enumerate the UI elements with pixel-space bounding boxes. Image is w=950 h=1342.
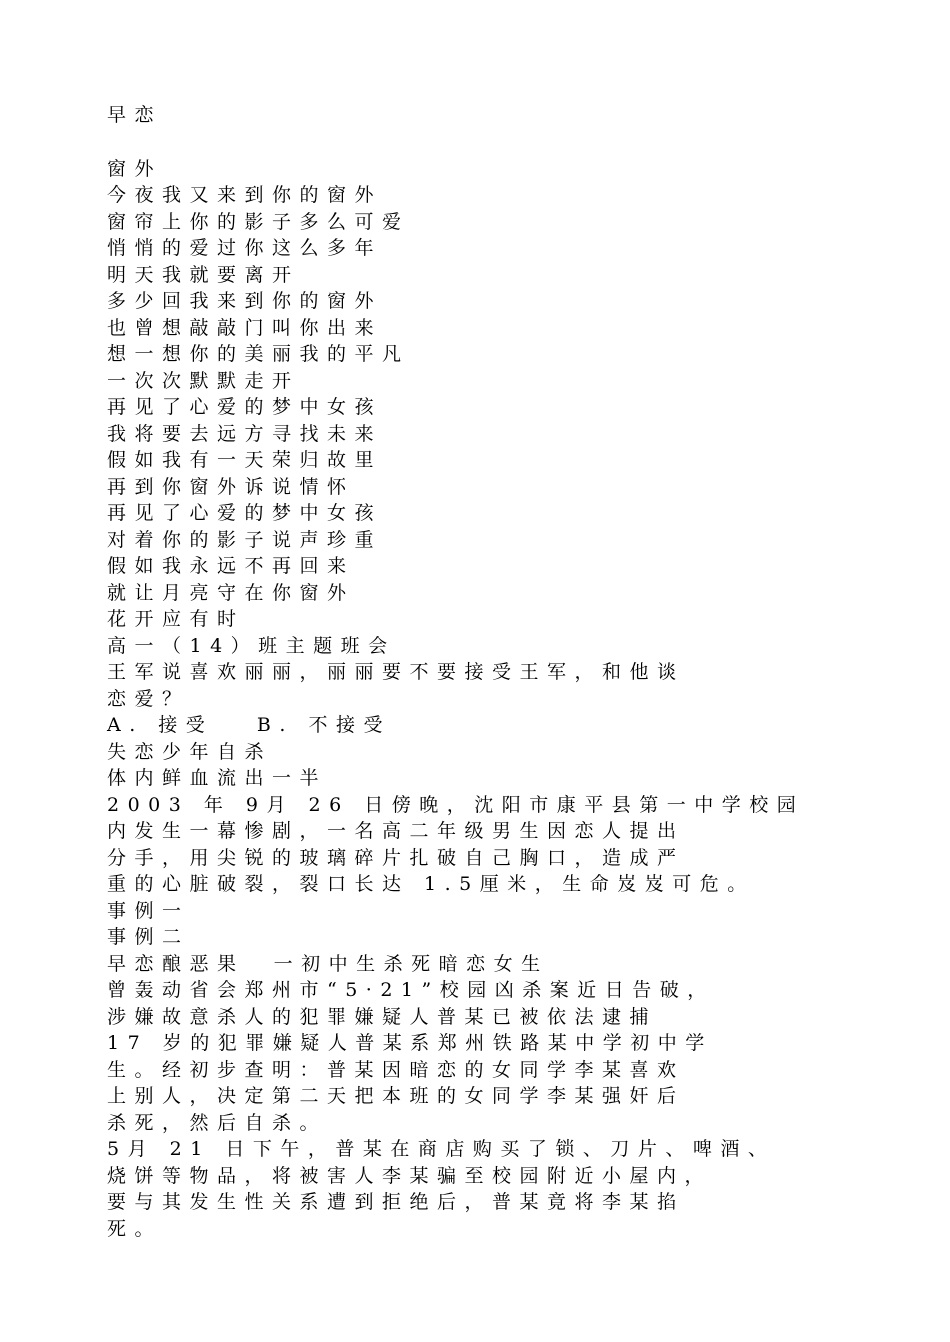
case-body-line: 分手，用尖锐的玻璃碎片扎破自己胸口，造成严 bbox=[107, 847, 685, 869]
case-body-line: 生。经初步查明：普某因暗恋的女同学李某喜欢 bbox=[107, 1059, 685, 1081]
question-line: 恋爱？ bbox=[107, 688, 190, 710]
poem-line: 今夜我又来到你的窗外 bbox=[107, 184, 383, 206]
case-headline: 失恋少年自杀 bbox=[107, 741, 273, 763]
question-line: 王军说喜欢丽丽，丽丽要不要接受王军，和他谈 bbox=[107, 661, 685, 683]
poem-line: 我将要去远方寻找未来 bbox=[107, 423, 383, 445]
poem-line: 假如我永远不再回来 bbox=[107, 555, 355, 577]
answer-options: A. 接受 B. 不接受 bbox=[107, 714, 391, 736]
poem-line: 再到你窗外诉说情怀 bbox=[107, 476, 355, 498]
case-body-line: 死。 bbox=[107, 1218, 163, 1240]
poem-title: 窗外 bbox=[107, 158, 163, 180]
case-body-line: 杀死，然后自杀。 bbox=[107, 1112, 328, 1134]
poem-line: 对着你的影子说声珍重 bbox=[107, 529, 383, 551]
poem-line: 悄悄的爱过你这么多年 bbox=[107, 237, 383, 259]
poem-line: 就让月亮守在你窗外 bbox=[107, 582, 355, 604]
case-body-line: 5月 21 日下午，普某在商店购买了锁、刀片、啤酒、 bbox=[107, 1138, 776, 1160]
poem-line: 再见了心爱的梦中女孩 bbox=[107, 502, 383, 524]
poem-line: 也曾想敲敲门叫你出来 bbox=[107, 317, 383, 339]
case-body-line: 烧饼等物品，将被害人李某骗至校园附近小屋内， bbox=[107, 1165, 713, 1187]
case-body-line: 要与其发生性关系遭到拒绝后，普某竟将李某掐 bbox=[107, 1191, 685, 1213]
case-body-line: 2003 年 9月 26 日傍晚，沈阳市康平县第一中学校园 bbox=[107, 794, 805, 816]
case-headline: 早恋酿恶果 一初中生杀死暗恋女生 bbox=[107, 953, 549, 975]
case-body-line: 上别人，决定第二天把本班的女同学李某强奸后 bbox=[107, 1085, 685, 1107]
class-meeting-heading: 高一（14）班主题班会 bbox=[107, 635, 396, 657]
poem-line: 多少回我来到你的窗外 bbox=[107, 290, 383, 312]
poem-line: 窗帘上你的影子多么可爱 bbox=[107, 211, 410, 233]
case-body-line: 曾轰动省会郑州市“5·21”校园凶杀案近日告破， bbox=[107, 979, 715, 1001]
case-body-line: 内发生一幕惨剧，一名高二年级男生因恋人提出 bbox=[107, 820, 685, 842]
case-label: 事例一 bbox=[107, 900, 190, 922]
poem-line: 一次次默默走开 bbox=[107, 370, 300, 392]
poem-line: 明天我就要离开 bbox=[107, 264, 300, 286]
document-title: 早恋 bbox=[107, 104, 163, 126]
case-body-line: 重的心脏破裂，裂口长达 1.5厘米，生命岌岌可危。 bbox=[107, 873, 755, 895]
poem-line: 再见了心爱的梦中女孩 bbox=[107, 396, 383, 418]
case-body-line: 17 岁的犯罪嫌疑人普某系郑州铁路某中学初中学 bbox=[107, 1032, 713, 1054]
case-headline: 体内鲜血流出一半 bbox=[107, 767, 328, 789]
poem-line: 假如我有一天荣归故里 bbox=[107, 449, 383, 471]
case-body-line: 涉嫌故意杀人的犯罪嫌疑人普某已被依法逮捕 bbox=[107, 1006, 658, 1028]
poem-line: 花开应有时 bbox=[107, 608, 245, 630]
case-label: 事例二 bbox=[107, 926, 190, 948]
poem-line: 想一想你的美丽我的平凡 bbox=[107, 343, 410, 365]
